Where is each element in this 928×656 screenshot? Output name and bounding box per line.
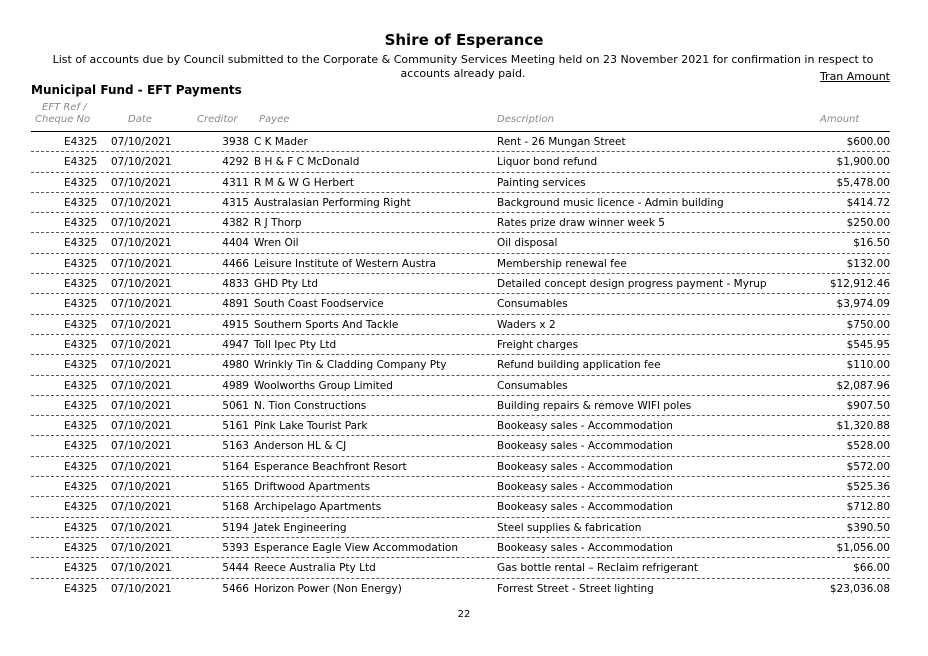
cell-date: 07/10/2021 (111, 420, 172, 433)
cell-amount: $528.00 (846, 440, 890, 453)
cell-ref: E4325 (64, 359, 98, 372)
cell-ref: E4325 (64, 541, 98, 554)
cell-date: 07/10/2021 (111, 521, 172, 534)
cell-description: Bookeasy sales - Accommodation (497, 501, 673, 514)
cell-payee: R M & W G Herbert (254, 176, 354, 189)
cell-payee: Archipelago Apartments (254, 501, 382, 514)
table-row (31, 497, 890, 517)
cell-creditor: 4466 (222, 257, 249, 270)
cell-payee: GHD Pty Ltd (254, 278, 319, 291)
cell-ref: E4325 (64, 257, 98, 270)
cell-payee: Wrinkly Tin & Cladding Company Pty (254, 359, 447, 372)
tran-amount-label: Tran Amount (819, 70, 890, 83)
cell-date: 07/10/2021 (111, 338, 172, 351)
table-row (31, 376, 890, 396)
cell-ref: E4325 (64, 278, 98, 291)
cell-creditor: 5061 (222, 399, 249, 412)
cell-ref: E4325 (64, 379, 98, 392)
cell-date: 07/10/2021 (111, 440, 172, 453)
cell-payee: N. Tion Constructions (254, 399, 367, 412)
cell-payee: Esperance Beachfront Resort (254, 460, 407, 473)
cell-description: Refund building application fee (497, 359, 661, 372)
table-row (31, 173, 890, 193)
cell-amount: $5,478.00 (836, 176, 890, 189)
cell-creditor: 4833 (222, 278, 249, 291)
cell-creditor: 5444 (222, 562, 249, 575)
cell-creditor: 5393 (222, 541, 249, 554)
document-title: Shire of Esperance (384, 31, 544, 49)
cell-creditor: 4311 (222, 176, 249, 189)
cell-payee: Driftwood Apartments (254, 481, 371, 494)
cell-ref: E4325 (64, 399, 98, 412)
payments-table (31, 132, 890, 598)
header-payee: Payee (259, 114, 290, 125)
cell-date: 07/10/2021 (111, 298, 172, 311)
cell-description: Waders x 2 (497, 318, 556, 331)
cell-amount: $1,056.00 (836, 541, 890, 554)
cell-payee: Horizon Power (Non Energy) (254, 582, 402, 595)
section-title: Municipal Fund - EFT Payments (31, 83, 242, 97)
table-row (31, 538, 890, 558)
table-row (31, 315, 890, 335)
cell-amount: $12,912.46 (829, 278, 890, 291)
cell-creditor: 5466 (222, 582, 249, 595)
cell-amount: $414.72 (846, 196, 890, 209)
cell-creditor: 4315 (222, 196, 249, 209)
cell-description: Painting services (497, 176, 586, 189)
cell-ref: E4325 (64, 196, 98, 209)
cell-description: Bookeasy sales - Accommodation (497, 460, 673, 473)
cell-date: 07/10/2021 (111, 481, 172, 494)
table-row (31, 396, 890, 416)
cell-creditor: 5163 (222, 440, 249, 453)
cell-creditor: 4292 (222, 156, 249, 169)
cell-date: 07/10/2021 (111, 217, 172, 230)
cell-date: 07/10/2021 (111, 501, 172, 514)
cell-ref: E4325 (64, 562, 98, 575)
cell-payee: Toll Ipec Pty Ltd (254, 338, 337, 351)
header-date: Date (128, 114, 152, 125)
cell-payee: Anderson HL & CJ (254, 440, 347, 453)
cell-description: Steel supplies & fabrication (497, 521, 642, 534)
table-row (31, 132, 890, 152)
cell-payee: South Coast Foodservice (254, 298, 384, 311)
cell-description: Membership renewal fee (497, 257, 627, 270)
cell-description: Liquor bond refund (497, 156, 598, 169)
table-row (31, 213, 890, 233)
cell-creditor: 4404 (222, 237, 249, 250)
cell-amount: $16.50 (853, 237, 890, 250)
cell-creditor: 5194 (222, 521, 249, 534)
cell-creditor: 5164 (222, 460, 249, 473)
table-row (31, 457, 890, 477)
cell-amount: $23,036.08 (829, 582, 890, 595)
cell-description: Bookeasy sales - Accommodation (497, 481, 673, 494)
cell-date: 07/10/2021 (111, 562, 172, 575)
cell-ref: E4325 (64, 521, 98, 534)
header-ref-line1: EFT Ref / (42, 102, 87, 113)
cell-creditor: 5165 (222, 481, 249, 494)
cell-date: 07/10/2021 (111, 399, 172, 412)
cell-payee: Australasian Performing Right (254, 196, 411, 209)
cell-amount: $1,320.88 (836, 420, 890, 433)
cell-date: 07/10/2021 (111, 176, 172, 189)
cell-description: Gas bottle rental – Reclaim refrigerant (497, 562, 699, 575)
cell-description: Bookeasy sales - Accommodation (497, 541, 673, 554)
cell-date: 07/10/2021 (111, 196, 172, 209)
cell-amount: $1,900.00 (836, 156, 890, 169)
cell-payee: Esperance Eagle View Accommodation (254, 541, 458, 554)
cell-ref: E4325 (64, 318, 98, 331)
cell-amount: $390.50 (846, 521, 890, 534)
table-row (31, 558, 890, 578)
cell-date: 07/10/2021 (111, 541, 172, 554)
cell-creditor: 4980 (222, 359, 249, 372)
cell-date: 07/10/2021 (111, 318, 172, 331)
cell-creditor: 3938 (222, 136, 249, 148)
cell-ref: E4325 (64, 420, 98, 433)
cell-date: 07/10/2021 (111, 136, 172, 148)
cell-amount: $525.36 (846, 481, 890, 494)
cell-ref: E4325 (64, 338, 98, 351)
cell-date: 07/10/2021 (111, 379, 172, 392)
cell-amount: $132.00 (846, 257, 890, 270)
cell-creditor: 4915 (222, 318, 249, 331)
table-row (31, 294, 890, 314)
cell-payee: B H & F C McDonald (254, 156, 360, 169)
cell-ref: E4325 (64, 298, 98, 311)
cell-payee: Wren Oil (254, 237, 299, 250)
cell-amount: $750.00 (846, 318, 890, 331)
cell-payee: R J Thorp (254, 217, 302, 230)
cell-description: Bookeasy sales - Accommodation (497, 440, 673, 453)
cell-ref: E4325 (64, 176, 98, 189)
cell-payee: Woolworths Group Limited (254, 379, 393, 392)
table-row (31, 254, 890, 274)
cell-date: 07/10/2021 (111, 237, 172, 250)
table-row (31, 416, 890, 436)
page-number: 22 (457, 609, 471, 620)
cell-payee: Reece Australia Pty Ltd (254, 562, 376, 575)
table-row (31, 274, 890, 294)
cell-creditor: 5161 (222, 420, 249, 433)
cell-amount: $712.80 (846, 501, 890, 514)
cell-description: Consumables (497, 298, 568, 311)
cell-creditor: 4947 (222, 338, 249, 351)
cell-description: Oil disposal (497, 237, 558, 250)
cell-date: 07/10/2021 (111, 359, 172, 372)
cell-description: Rates prize draw winner week 5 (497, 217, 665, 230)
cell-ref: E4325 (64, 217, 98, 230)
cell-creditor: 4989 (222, 379, 249, 392)
cell-amount: $572.00 (846, 460, 890, 473)
cell-ref: E4325 (64, 460, 98, 473)
table-row (31, 193, 890, 213)
table-row (31, 477, 890, 497)
table-row (31, 152, 890, 172)
cell-description: Freight charges (497, 338, 579, 351)
cell-amount: $545.95 (846, 338, 890, 351)
table-row (31, 335, 890, 355)
cell-date: 07/10/2021 (111, 257, 172, 270)
cell-creditor: 4891 (222, 298, 249, 311)
table-row (31, 233, 890, 253)
cell-payee: Leisure Institute of Western Austra (254, 257, 437, 270)
cell-payee: Southern Sports And Tackle (254, 318, 399, 331)
cell-description: Bookeasy sales - Accommodation (497, 420, 673, 433)
table-row (31, 518, 890, 538)
cell-date: 07/10/2021 (111, 278, 172, 291)
cell-description: Forrest Street - Street lighting (497, 582, 654, 595)
cell-description: Background music licence - Admin building (497, 196, 724, 209)
cell-amount: $2,087.96 (836, 379, 890, 392)
cell-ref: E4325 (64, 501, 98, 514)
cell-description: Detailed concept design progress payment - Myrup (497, 278, 767, 291)
cell-description: Rent - 26 Mungan Street (497, 136, 626, 148)
cell-date: 07/10/2021 (111, 460, 172, 473)
cell-creditor: 4382 (222, 217, 249, 230)
cell-description: Consumables (497, 379, 568, 392)
cell-payee: C K Mader (254, 136, 308, 148)
cell-amount: $66.00 (853, 562, 890, 575)
cell-ref: E4325 (64, 136, 98, 148)
cell-payee: Pink Lake Tourist Park (254, 420, 368, 433)
cell-description: Building repairs & remove WIFI poles (497, 399, 692, 412)
header-amount: Amount (820, 114, 860, 125)
cell-ref: E4325 (64, 237, 98, 250)
header-ref-line2: Cheque No (35, 114, 91, 125)
document-subtitle: List of accounts due by Council submitted to the Corporate & Community Services Meeting held on 23 November 2021 for confirmation in respect to accounts already paid. (52, 53, 874, 80)
cell-amount: $3,974.09 (836, 298, 890, 311)
table-row (31, 355, 890, 375)
header-description: Description (497, 114, 554, 125)
cell-ref: E4325 (64, 440, 98, 453)
table-row (31, 436, 890, 456)
cell-ref: E4325 (64, 156, 98, 169)
cell-creditor: 5168 (222, 501, 249, 514)
cell-date: 07/10/2021 (111, 582, 172, 595)
cell-payee: Jatek Engineering (254, 521, 347, 534)
header-creditor: Creditor (197, 114, 238, 125)
cell-amount: $600.00 (846, 136, 890, 148)
table-row (31, 579, 890, 598)
cell-ref: E4325 (64, 582, 98, 595)
cell-amount: $907.50 (846, 399, 890, 412)
cell-date: 07/10/2021 (111, 156, 172, 169)
cell-ref: E4325 (64, 481, 98, 494)
cell-amount: $250.00 (846, 217, 890, 230)
cell-amount: $110.00 (846, 359, 890, 372)
